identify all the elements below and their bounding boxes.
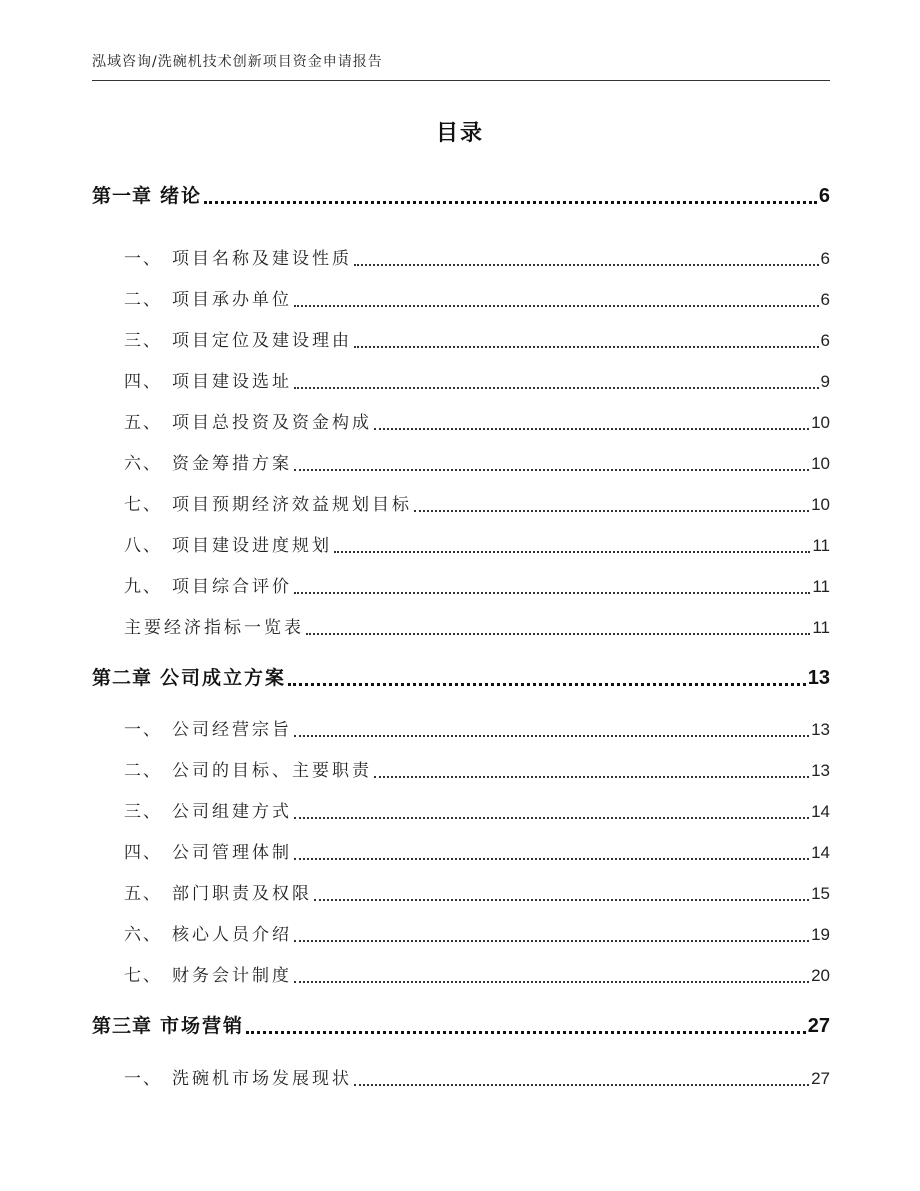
toc-entry-number: 第三章 [92,1015,153,1037]
toc-section-entry[interactable] [124,287,830,313]
toc-page-number: 13 [807,667,830,689]
toc-dot-leader [294,940,809,942]
toc-page-number: 27 [807,1015,830,1037]
toc-entry-label [124,615,304,641]
toc-entry-text: 项目预期经济效益规划目标 [172,495,412,515]
toc-page-number: 6 [820,331,830,350]
toc-entry-number: 一、 [124,249,162,269]
toc-section-entry[interactable] [124,881,830,907]
toc-dot-leader [314,899,809,901]
toc-section-entry[interactable] [124,246,830,272]
toc-dot-leader [354,264,819,266]
toc-section-entry[interactable] [124,574,830,600]
toc-dot-leader [306,633,810,635]
toc-entry-text: 部门职责及权限 [172,884,312,904]
toc-entry-number: 第一章 [92,185,153,207]
toc-dot-leader [288,683,806,686]
toc-entry-label [124,533,332,559]
toc-page-number: 13 [811,720,830,739]
toc-page-number: 10 [811,495,830,514]
toc-entry-text: 公司管理体制 [172,843,292,863]
toc-page-number: 11 [812,577,830,596]
toc-entry-label [124,574,292,600]
toc-entry-label [124,922,292,948]
toc-entry-label [92,664,286,692]
toc-entry-number: 第二章 [92,667,153,689]
toc-dot-leader [294,305,819,307]
toc-entry-number: 六、 [124,925,162,945]
toc-entry-label [124,1066,352,1092]
toc-dot-leader [354,346,819,348]
toc-dot-leader [294,981,809,983]
toc-section-entry[interactable] [124,717,830,743]
toc-entry-text: 绪论 [160,185,203,207]
toc-section-entry[interactable] [124,410,830,436]
toc-entry-text: 项目承办单位 [172,290,292,310]
toc-page-number: 27 [811,1069,830,1088]
toc-entry-text: 项目名称及建设性质 [172,249,352,269]
toc-entry-label [92,1012,244,1040]
toc-page-number: 19 [811,925,830,944]
toc-section-entry[interactable] [124,799,830,825]
toc-entry-text: 洗碗机市场发展现状 [172,1069,352,1089]
toc-section-entry[interactable] [124,533,830,559]
toc-entry-number: 八、 [124,536,162,556]
toc-entry-text: 市场营销 [160,1015,245,1037]
toc-dot-leader [294,817,809,819]
toc-entry-label [92,182,202,210]
toc-entry-label [124,369,292,395]
toc-page-number: 11 [812,536,830,555]
toc-entry-number: 二、 [124,761,162,781]
toc-entry-number: 七、 [124,495,162,515]
toc-entry-label [124,963,292,989]
toc-section-entry[interactable] [124,963,830,989]
toc-page-number: 6 [820,249,830,268]
toc-section-entry[interactable] [124,369,830,395]
toc-dot-leader [414,510,809,512]
toc-chapter-entry[interactable] [92,1012,830,1040]
toc-entry-number: 一、 [124,1069,162,1089]
running-header: 泓域咨询/洗碗机技术创新项目资金申请报告 [92,54,383,70]
toc-dot-leader [294,592,810,594]
toc-dot-leader [204,201,817,204]
toc-entry-number: 六、 [124,454,162,474]
toc-entry-text: 主要经济指标一览表 [124,618,304,638]
toc-entry-text: 项目定位及建设理由 [172,331,352,351]
toc-entry-number: 五、 [124,884,162,904]
toc-entry-label [124,840,292,866]
toc-entry-number: 一、 [124,720,162,740]
toc-chapter-entry[interactable] [92,664,830,692]
toc-entry-label [124,717,292,743]
toc-section-entry[interactable] [124,615,830,641]
toc-entry-number: 三、 [124,331,162,351]
toc-dot-leader [246,1031,806,1034]
toc-entry-text: 项目建设选址 [172,372,292,392]
toc-entry-number: 二、 [124,290,162,310]
toc-entry-text: 核心人员介绍 [172,925,292,945]
toc-page-number: 14 [811,802,830,821]
toc-title: 目录 [435,121,484,146]
toc-entry-label [124,492,412,518]
toc-dot-leader [294,387,819,389]
toc-dot-leader [294,858,809,860]
toc-entry-label [124,246,352,272]
toc-page-number: 14 [811,843,830,862]
toc-dot-leader [374,776,809,778]
toc-dot-leader [334,551,810,553]
toc-entry-number: 三、 [124,802,162,822]
toc-entry-text: 公司成立方案 [160,667,287,689]
toc-dot-leader [294,469,809,471]
toc-page-number: 20 [811,966,830,985]
toc-page-number: 13 [811,761,830,780]
toc-dot-leader [374,428,809,430]
toc-section-entry[interactable] [124,922,830,948]
toc-section-entry[interactable] [124,840,830,866]
toc-page-number: 9 [820,372,830,391]
header-divider [92,80,830,81]
toc-entry-label [124,758,372,784]
toc-section-entry[interactable] [124,758,830,784]
toc-entry-number: 四、 [124,372,162,392]
toc-entry-label [124,328,352,354]
toc-dot-leader [294,735,809,737]
toc-entry-text: 项目总投资及资金构成 [172,413,372,433]
toc-page-number: 11 [812,618,830,637]
toc-entry-text: 资金筹措方案 [172,454,292,474]
toc-entry-text: 项目建设进度规划 [172,536,332,556]
toc-section-entry[interactable] [124,328,830,354]
toc-entry-number: 四、 [124,843,162,863]
toc-entry-label [124,410,372,436]
toc-page-number: 6 [818,185,830,207]
toc-entry-text: 财务会计制度 [172,966,292,986]
toc-entry-text: 项目综合评价 [172,577,292,597]
toc-entry-label [124,881,312,907]
toc-entry-label [124,451,292,477]
toc-page-number: 15 [811,884,830,903]
toc-page-number: 6 [820,290,830,309]
toc-dot-leader [354,1084,809,1086]
toc-entry-label [124,287,292,313]
toc-entry-number: 七、 [124,966,162,986]
toc-page-number: 10 [811,413,830,432]
toc-chapter-entry[interactable] [92,182,830,210]
toc-entry-text: 公司的目标、主要职责 [172,761,372,781]
toc-entry-number: 九、 [124,577,162,597]
toc-entry-text: 公司经营宗旨 [172,720,292,740]
toc-entry-label [124,799,292,825]
toc-page-number: 10 [811,454,830,473]
toc-section-entry[interactable] [124,492,830,518]
toc-section-entry[interactable] [124,451,830,477]
toc-section-entry[interactable] [124,1066,830,1092]
toc-entry-text: 公司组建方式 [172,802,292,822]
toc-entry-number: 五、 [124,413,162,433]
